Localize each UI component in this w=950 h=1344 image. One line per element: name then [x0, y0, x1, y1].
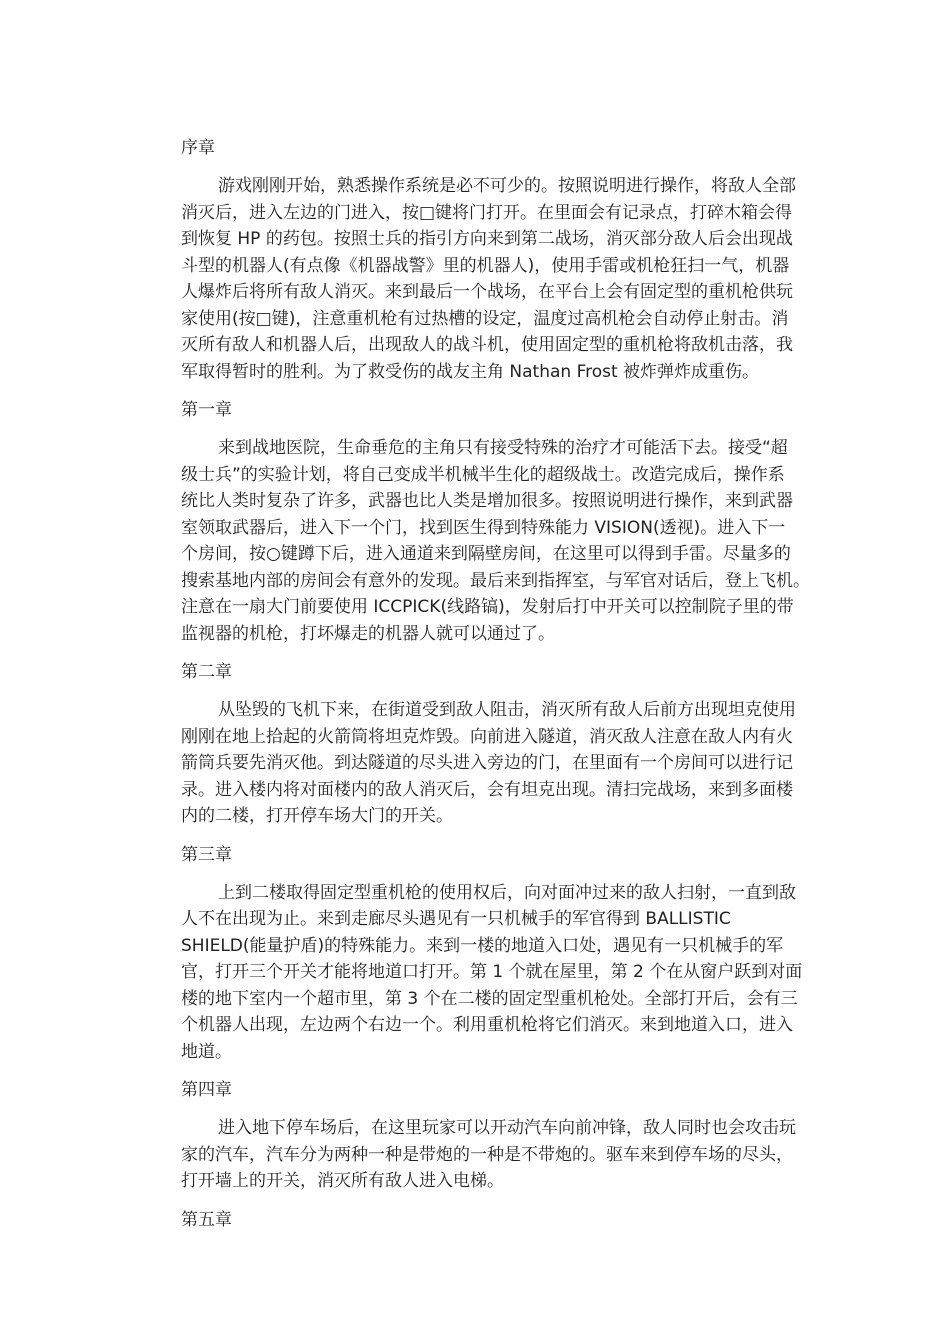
text-line: 内的二楼，打开停车场大门的开关。 [181, 806, 453, 826]
text-line: 来到战地医院，生命垂危的主角只有接受特殊的治疗才可能活下去。接受“超 [218, 438, 788, 458]
chapter-body-4 [144, 1115, 808, 1195]
text-line: 官，打开三个开关才能将地道口打开。第 1 个就在屋里，第 2 个在从窗户跃到对面 [181, 962, 803, 982]
text-line: 注意在一扇大门前要使用 ICCPICK(线路镐)，发射后打中开关可以控制院子里的带 [181, 597, 794, 617]
text-line: 人不在出现为止。来到走廊尽头遇见有一只机械手的军官得到 BALLISTIC [181, 909, 731, 929]
chapter-heading-prologue: 序章 [181, 138, 215, 158]
chapter-body-3 [144, 880, 808, 1066]
text-line: 从坠毁的飞机下来，在街道受到敌人阻击，消灭所有敌人后前方出现坦克使用 [218, 700, 796, 720]
text-line: 军取得暂时的胜利。为了救受伤的战友主角 Nathan Frost 被炸弹炸成重伤。 [181, 361, 760, 382]
text-line: 统比人类时复杂了许多，武器也比人类是增加很多。按照说明进行操作，来到武器 [181, 491, 793, 511]
text-line: 刚刚在地上拾起的火箭筒将坦克炸毁。向前进入隧道，消灭敌人注意在敌人内有火 [181, 726, 793, 747]
text-line: 上到二楼取得固定型重机枪的使用权后，向对面冲过来的敌人扫射，一直到敌 [218, 882, 796, 903]
text-line: 楼的地下室内一个超市里，第 3 个在二楼的固定型重机枪处。全部打开后，会有三 [181, 988, 798, 1009]
text-line: 个机器人出现，左边两个右边一个。利用重机枪将它们消灭。来到地道入口，进入 [181, 1015, 793, 1035]
chapter-body-1 [144, 435, 808, 647]
text-line: 室领取武器后，进入下一个门，找到医生得到特殊能力 VISION(透视)。进入下一 [181, 517, 786, 538]
text-line: 灭所有敌人和机器人后，出现敌人的战斗机，使用固定型的重机枪将敌机击落，我 [181, 335, 793, 355]
text-line: 家使用(按□键)，注意重机枪有过热槽的设定，温度过高机枪会自动停止射击。消 [181, 308, 789, 329]
chapter-heading-4: 第四章 [181, 1080, 232, 1100]
document-page [144, 136, 808, 1245]
chapter-heading-1: 第一章 [181, 400, 232, 420]
chapter-heading-5: 第五章 [181, 1209, 232, 1230]
text-line: 录。进入楼内将对面楼内的敌人消灭后，会有坦克出现。清扫完战场，来到多面楼 [181, 779, 793, 800]
text-line: 进入地下停车场后，在这里玩家可以开动汽车向前冲锋，敌人同时也会攻击玩 [218, 1118, 796, 1138]
text-line: 家的汽车，汽车分为两种一种是带炮的一种是不带炮的。驱车来到停车场的尽头， [181, 1144, 793, 1165]
chapter-heading-3: 第三章 [181, 844, 232, 865]
text-line: 消灭后，进入左边的门进入，按□键将门打开。在里面会有记录点，打碎木箱会得 [181, 202, 793, 223]
text-line: 到恢复 HP 的药包。按照士兵的指引方向来到第二战场，消灭部分敌人后会出现战 [181, 229, 793, 249]
text-line: 人爆炸后将所有敌人消灭。来到最后一个战场，在平台上会有固定型的重机枪供玩 [181, 282, 793, 302]
text-line: 级士兵”的实验计划，将自己变成半机械半生化的超级战士。改造完成后，操作系 [181, 464, 785, 485]
text-line: 斗型的机器人(有点像《机器战警》里的机器人)，使用手雷或机枪狂扫一气，机器 [181, 255, 790, 276]
text-line: 地道。 [181, 1041, 232, 1062]
chapter-heading-2: 第二章 [181, 662, 232, 682]
text-line: 搜索基地内部的房间会有意外的发现。最后来到指挥室，与军官对话后，登上飞机。 [181, 570, 810, 591]
text-line: 游戏刚刚开始，熟悉操作系统是必不可少的。按照说明进行操作，将敌人全部 [218, 176, 796, 196]
text-line: 打开墙上的开关，消灭所有敌人进入电梯。 [181, 1171, 504, 1191]
text-line: 箭筒兵要先消灭他。到达隧道的尽头进入旁边的门，在里面有一个房间可以进行记 [181, 753, 793, 773]
chapter-body-2 [144, 697, 808, 830]
text-line: 个房间，按○键蹲下后，进入通道来到隔壁房间，在这里可以得到手雷。尽量多的 [181, 544, 791, 564]
text-line: 监视器的机枪，打坏爆走的机器人就可以通过了。 [181, 623, 555, 644]
chapter-body-prologue [144, 173, 808, 385]
text-line: SHIELD(能量护盾)的特殊能力。来到一楼的地道入口处，遇见有一只机械手的军 [181, 935, 784, 956]
